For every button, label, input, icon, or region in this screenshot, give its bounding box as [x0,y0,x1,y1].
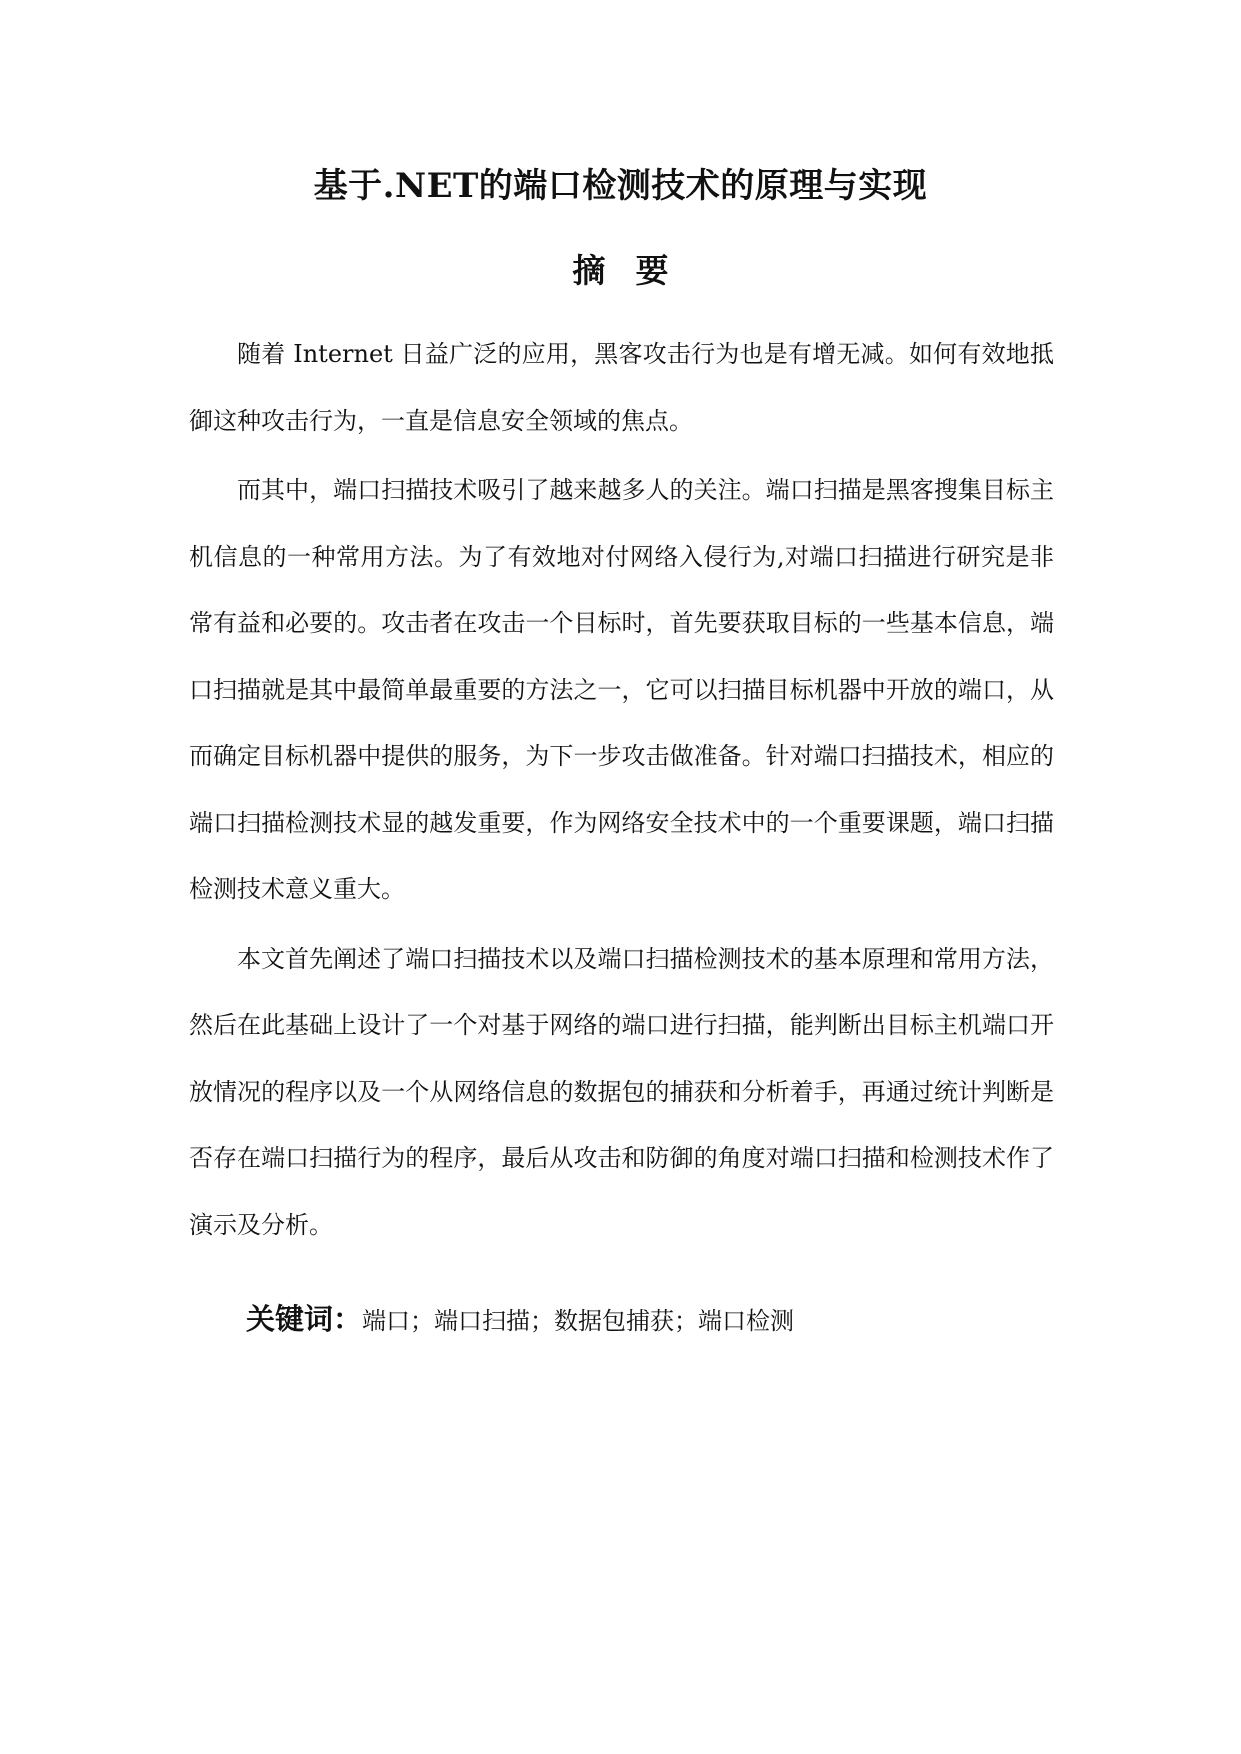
abstract-heading: 摘要 [572,251,699,290]
abstract-paragraph-2: 而其中，端口扫描技术吸引了越来越多人的关注。端口扫描是黑客搜集目标主机信息的一种常用方法。为了有效地对付网络入侵行为,对端口扫描进行研究是非常有益和必要的。攻击者在攻击一个目标时，首先要获取目标的一些基本信息，端口扫描就是其中最简单最重要的方法之一，它可以扫描目标机器中开放的端口，从而确定目标机器中提供的服务，为下一步攻击做准备。针对端口扫描技术，相应的端口扫描检测技术显的越发重要，作为网络安全技术中的一个重要课题，端口扫描检测技术意义重大。 [189,476,1054,903]
keywords-label: 关键词： [246,1302,363,1336]
abstract-paragraph-1: 随着 Internet 日益广泛的应用，黑客攻击行为也是有增无减。如何有效地抵御这种攻击行为，一直是信息安全领域的焦点。 [189,340,1054,435]
document-title: 基于.NET的端口检测技术的原理与实现 [313,166,928,206]
abstract-body [189,321,1054,1261]
keywords-line [246,1297,1046,1338]
abstract-paragraph-3: 本文首先阐述了端口扫描技术以及端口扫描检测技术的基本原理和常用方法，然后在此基础上设计了一个对基于网络的端口进行扫描，能判断出目标主机端口开放情况的程序以及一个从网络信息的数据包的捕获和分析着手，再通过统计判断是否存在端口扫描行为的程序，最后从攻击和防御的角度对端口扫描和检测技术作了演示及分析。 [189,944,1054,1239]
keywords-text: 端口；端口扫描；数据包捕获；端口检测 [362,1307,795,1335]
